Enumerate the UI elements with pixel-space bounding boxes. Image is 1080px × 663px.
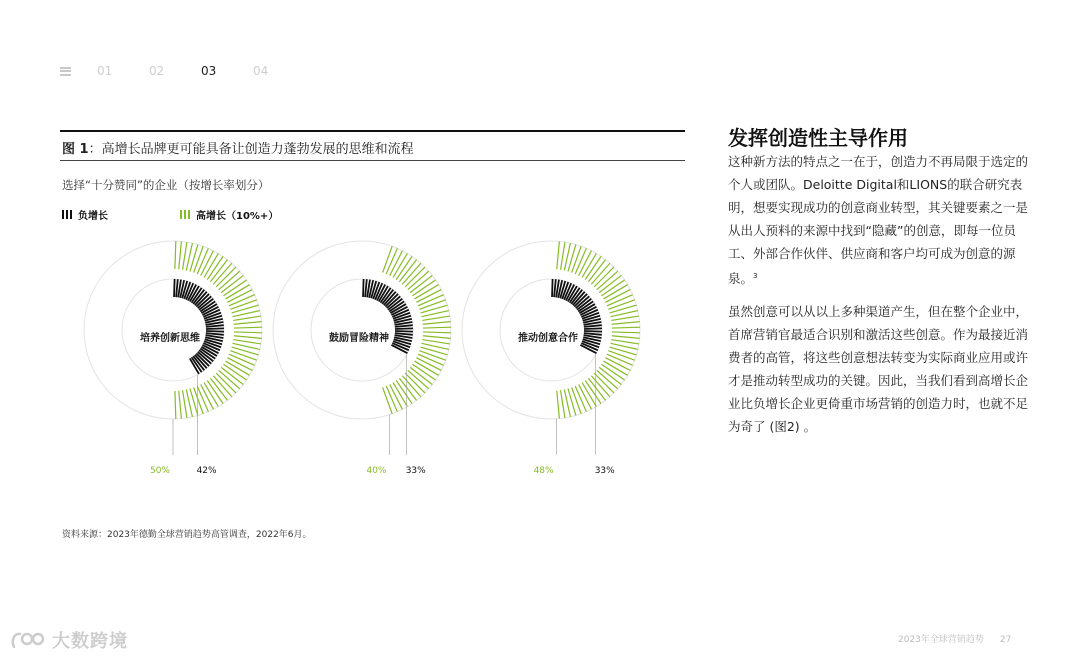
high-growth-bar (386, 386, 397, 412)
high-growth-bar (386, 248, 397, 274)
high-growth-bar (612, 327, 640, 328)
radial-group (273, 241, 451, 476)
high-growth-bar (422, 340, 450, 344)
high-growth-bar (230, 351, 256, 360)
figure-bottom-rule (60, 160, 685, 161)
high-growth-bar (175, 391, 176, 419)
high-growth-bar (197, 248, 208, 274)
footnote-ref[interactable]: 3 (753, 272, 758, 280)
legend-negative-label: 负增长 (78, 211, 108, 222)
high-growth-bar (561, 390, 565, 418)
high-growth-bar (179, 391, 182, 419)
high-growth-bar (575, 248, 586, 274)
high-growth-bar (423, 327, 451, 328)
negative-growth-bar (554, 279, 556, 297)
page-number: 27 (999, 635, 1012, 645)
high-growth-bar (175, 241, 176, 269)
legend-high (180, 207, 278, 222)
paragraph-1 (728, 150, 1028, 290)
high-growth-bar (607, 354, 633, 365)
high-growth-bar (229, 295, 255, 306)
negative-growth-bar (206, 333, 224, 335)
high-growth-bar (418, 354, 444, 365)
high-growth-bar (612, 322, 640, 325)
high-growth-bar (197, 386, 208, 412)
category-label: 鼓励冒险精神 (329, 333, 389, 344)
negative-growth-bar (206, 325, 224, 327)
high-growth-bar (612, 332, 640, 333)
figure-title (62, 138, 414, 157)
high-growth-bar (572, 246, 581, 272)
high-growth-bar (418, 295, 444, 306)
page-footer (898, 632, 1011, 645)
figure-title-text: ：高增长品牌更可能具备让创造力蓬勃发展的思维和流程 (88, 142, 414, 157)
negative-growth-value-label: 33% (594, 466, 615, 476)
figure-subtitle: 选择“十分赞同”的企业（按增长率划分） (62, 178, 270, 192)
high-growth-bar (608, 300, 634, 309)
high-growth-bar (234, 322, 262, 325)
negative-growth-bar (584, 328, 602, 329)
negative-growth-bar (174, 279, 175, 297)
high-growth-bar (233, 316, 261, 320)
paragraph-2: 虽然创意可以从以上多种渠道产生，但在整个企业中，首席营销官最适合识别和激活这些创意。作为最接近消费者的高管，将这些创意想法转变为实际商业应用或许才是推动转型成功的关键。因此，当我们看到高增长企业比负增长企业更倚重市场营销的创造力时，也就不足为奇了 (图2) 。 (728, 304, 1029, 434)
negative-growth-bar (206, 328, 224, 329)
high-growth-value-label: 48% (533, 466, 554, 476)
negative-growth-bar (395, 333, 413, 335)
radial-group (84, 241, 262, 476)
high-growth-bar (611, 316, 639, 320)
negative-growth-bar (176, 279, 178, 297)
high-growth-bar (233, 340, 261, 344)
high-growth-bar (423, 336, 451, 339)
negative-growth-bar (584, 331, 602, 332)
high-growth-bar (234, 332, 262, 333)
high-growth-bar (572, 387, 581, 413)
nav-page-01[interactable]: 01 (97, 64, 113, 78)
negative-growth-bar (584, 333, 602, 335)
nav-page-04[interactable]: 04 (253, 64, 269, 78)
high-growth-bar (422, 316, 450, 320)
high-growth-bar (234, 336, 262, 339)
negative-growth-bar (552, 279, 553, 297)
nav-page-03[interactable]: 03 (201, 64, 217, 78)
page-nav (60, 64, 305, 78)
high-growth-bar (419, 351, 445, 360)
watermark (10, 627, 128, 653)
high-growth-value-label: 40% (366, 466, 387, 476)
high-growth-bar (557, 391, 560, 419)
figure-label: 图 1 (62, 142, 89, 157)
negative-growth-bar (395, 331, 413, 332)
high-growth-bar (230, 300, 256, 309)
high-growth-bar (423, 322, 451, 325)
source-note: 资料来源：2023年德勤全球营销趋势高管调查，2022年6月。 (62, 530, 312, 540)
negative-growth-bar (584, 325, 602, 327)
high-growth-bar (607, 295, 633, 306)
legend-high-swatch (180, 210, 190, 219)
high-growth-bar (183, 390, 187, 418)
high-growth-bar (183, 242, 187, 270)
high-growth-bar (557, 241, 560, 269)
legend-high-label: 高增长（10%+） (196, 211, 279, 222)
negative-growth-value-label: 33% (405, 466, 426, 476)
high-growth-bar (608, 351, 634, 360)
high-growth-bar (194, 387, 203, 413)
high-growth-bar (234, 327, 262, 328)
watermark-text: 大数跨境 (52, 631, 128, 652)
section-title: 发挥创造性主导作用 (728, 126, 908, 150)
menu-icon[interactable] (60, 67, 71, 76)
high-growth-value-label: 50% (149, 466, 170, 476)
high-growth-bar (383, 246, 392, 272)
negative-growth-bar (365, 279, 367, 297)
high-growth-bar (229, 354, 255, 365)
paragraph-1-text: 这种新方法的特点之一在于，创造力不再局限于选定的个人或团队。Deloitte Digital和LIONS的联合研究表明，想要实现成功的创意商业转型，其关键要素之一是从出人预料的来源中找到“隐藏”的创意，即每一位员工、外部合作伙伴、供应商和客户均可成为创意的源泉。 (728, 154, 1029, 287)
high-growth-bar (611, 340, 639, 344)
high-growth-bar (423, 332, 451, 333)
legend-negative (62, 207, 108, 222)
watermark-logo-icon (10, 629, 48, 651)
negative-growth-value-label: 42% (196, 466, 217, 476)
high-growth-bar (612, 336, 640, 339)
negative-growth-bar (206, 331, 224, 332)
negative-growth-bar (395, 328, 413, 329)
negative-growth-bar (363, 279, 364, 297)
high-growth-bar (194, 246, 203, 272)
category-label: 培养创新思维 (140, 333, 200, 344)
legend-negative-swatch (62, 210, 72, 219)
high-growth-bar (561, 242, 565, 270)
radial-group (462, 241, 640, 476)
category-label: 推动创意合作 (518, 333, 578, 344)
high-growth-bar (419, 300, 445, 309)
footer-report-name: 2023年全球营销趋势 (898, 635, 984, 645)
high-growth-bar (179, 241, 182, 269)
nav-page-02[interactable]: 02 (149, 64, 165, 78)
radial-chart (60, 230, 700, 490)
high-growth-bar (383, 387, 392, 413)
high-growth-bar (575, 386, 586, 412)
figure-top-rule (60, 130, 685, 132)
negative-growth-bar (395, 325, 413, 327)
